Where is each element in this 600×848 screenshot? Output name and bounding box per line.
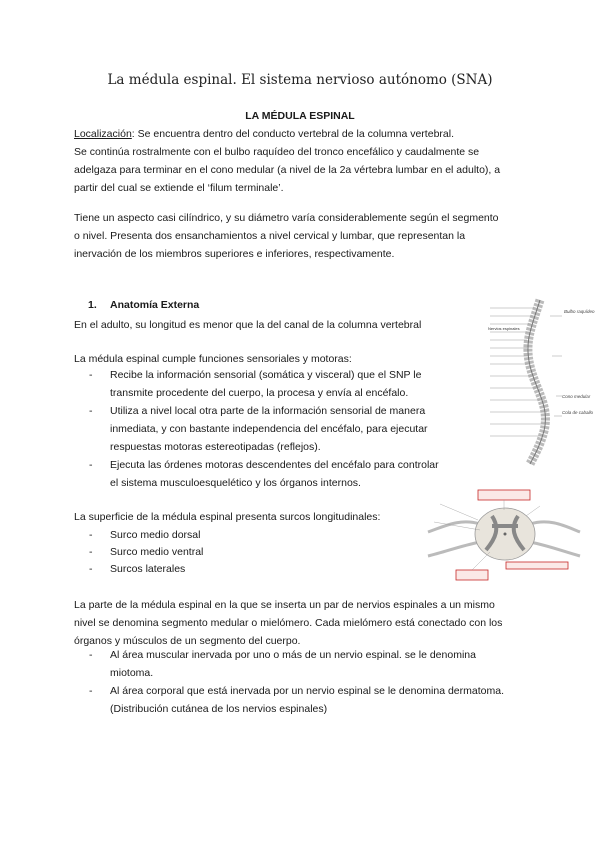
length-line: En el adulto, su longitud es menor que la del canal de la columna vertebral	[74, 319, 422, 331]
bullet-dash: -	[89, 369, 93, 381]
label-box	[478, 490, 530, 500]
bullet-dash: -	[89, 685, 93, 697]
bullet-dash: -	[89, 649, 93, 661]
shape-paragraph	[74, 209, 528, 263]
label-cola: Cola de caballo	[562, 410, 594, 415]
shape-line: Tiene un aspecto casi cilíndrico, y su diámetro varía considerablemente según el segmento	[74, 212, 499, 224]
section-number: 1.	[88, 299, 97, 311]
spinal-cord-section-figure	[420, 486, 585, 582]
shape-line: o nivel. Presenta dos ensanchamientos a nivel cervical y lumbar, que representan la	[74, 230, 466, 242]
groove-item: Surcos laterales	[110, 563, 186, 575]
bullet-dash: -	[89, 405, 93, 417]
localization-paragraph	[74, 125, 528, 197]
bullet-dash: -	[89, 459, 93, 471]
label-box	[506, 562, 568, 569]
bullet-text: Al área corporal que está inervada por un nervio espinal se le denomina dermatoma. (Distribución cutánea de los nervios espinales)	[110, 685, 504, 715]
label-nervios: Nervios espinales	[488, 326, 520, 331]
figure-background	[460, 296, 585, 468]
bullet-text: Al área muscular inervada por uno o más de un nervio espinal. se le denomina miotoma.	[110, 649, 476, 679]
intro-line: partir del cual se extiende el ‘filum terminale’.	[74, 182, 284, 194]
label-box	[456, 570, 488, 580]
bullet-dash: -	[89, 529, 93, 541]
bullet-text: Ejecuta las órdenes motoras descendentes del encéfalo para controlar el sistema musculoesquelético y los órganos internos.	[110, 459, 439, 489]
bullet-text: Utiliza a nivel local otra parte de la información sensorial de manera inmediata, y con bastante independencia del encéfalo, para ejecutar respuestas motoras estereotipadas (reflejos).	[110, 405, 428, 453]
groove-item: Surco medio dorsal	[110, 529, 201, 541]
localization-label: Localización	[74, 128, 132, 140]
section-heading: LA MÉDULA ESPINAL	[245, 110, 355, 122]
section-1-title	[88, 299, 199, 311]
central-canal	[504, 533, 507, 536]
localization-text: : Se encuentra dentro del conducto vertebral de la columna vertebral.	[131, 128, 454, 140]
functions-intro: La médula espinal cumple funciones sensoriales y motoras:	[74, 353, 352, 365]
bullet-dash: -	[89, 563, 93, 575]
label-bulbo: Bulbo raquídeo	[564, 309, 595, 314]
label-cono: Cono medular	[562, 394, 591, 399]
segment-paragraph: La parte de la médula espinal en la que se inserta un par de nervios espinales a un mismo nivel se denomina segmento medular o mielómero. Cada mielómero está conectado con los órganos y músculos de un segmento del cuerpo.	[74, 599, 503, 647]
bullet-text: Recibe la información sensorial (somática y visceral) que el SNP le transmite procedente del cuerpo, la procesa y envía al encéfalo.	[110, 369, 422, 399]
surface-intro: La superficie de la médula espinal presenta surcos longitudinales:	[74, 511, 381, 523]
page-title: La médula espinal. El sistema nervioso autónomo (SNA)	[107, 72, 493, 88]
shape-line: inervación de los miembros superiores e inferiores, respectivamente.	[74, 248, 395, 260]
bullet-dash: -	[89, 546, 93, 558]
intro-line: Se continúa rostralmente con el bulbo raquídeo del tronco encefálico y caudalmente se	[74, 146, 480, 158]
intro-line: adelgaza para terminar en el cono medular (a nivel de la 2a vértebra lumbar en el adulto), a	[74, 164, 501, 176]
spinal-column-figure	[460, 296, 595, 468]
section-title: Anatomía Externa	[110, 299, 200, 311]
groove-item: Surco medio ventral	[110, 546, 204, 558]
